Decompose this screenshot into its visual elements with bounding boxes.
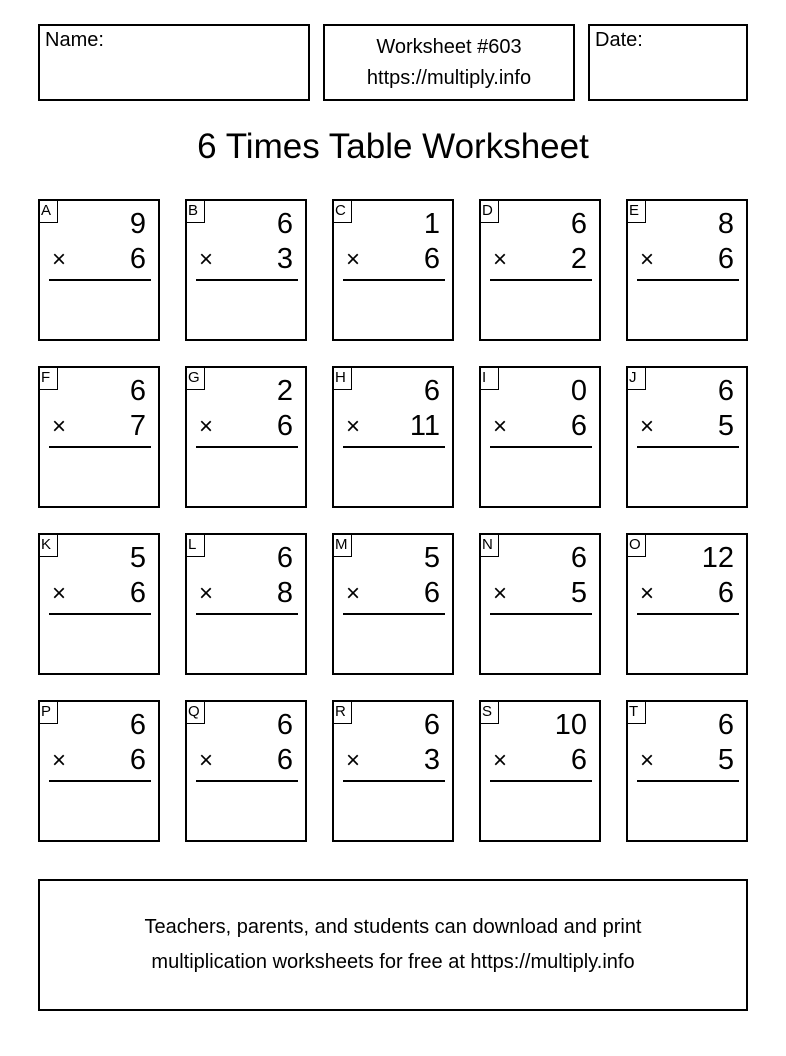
multiplier: 6 xyxy=(276,744,293,776)
problem-letter: I xyxy=(479,366,499,390)
answer-line xyxy=(343,446,445,448)
multiplicand: 6 xyxy=(129,709,146,741)
multiplier: 6 xyxy=(570,410,587,442)
times-icon: × xyxy=(52,413,67,440)
multiplier: 6 xyxy=(129,577,146,609)
worksheet-info-box xyxy=(323,24,575,101)
problem-card[interactable] xyxy=(38,533,160,675)
times-icon: × xyxy=(346,747,361,774)
multiplicand: 6 xyxy=(423,375,440,407)
times-icon: × xyxy=(640,413,655,440)
multiplicand: 6 xyxy=(129,375,146,407)
footer-box xyxy=(38,879,748,1011)
answer-line xyxy=(343,780,445,782)
problem-letter: A xyxy=(38,199,58,223)
multiplicand: 6 xyxy=(276,208,293,240)
times-icon: × xyxy=(493,246,508,273)
problem-card[interactable] xyxy=(626,700,748,842)
times-icon: × xyxy=(493,747,508,774)
multiplicand: 0 xyxy=(570,375,587,407)
times-icon: × xyxy=(346,246,361,273)
problem-card[interactable] xyxy=(332,700,454,842)
name-label: Name: xyxy=(45,29,104,51)
date-label: Date: xyxy=(595,29,643,51)
problem-card[interactable] xyxy=(38,199,160,341)
problem-letter: T xyxy=(626,700,646,724)
answer-line xyxy=(343,279,445,281)
times-icon: × xyxy=(640,747,655,774)
times-icon: × xyxy=(640,246,655,273)
problem-card[interactable] xyxy=(38,366,160,508)
answer-line xyxy=(49,446,151,448)
multiplicand: 6 xyxy=(423,709,440,741)
problem-card[interactable] xyxy=(479,700,601,842)
problem-letter: Q xyxy=(185,700,205,724)
problem-letter: N xyxy=(479,533,499,557)
multiplier: 3 xyxy=(276,243,293,275)
problem-letter: J xyxy=(626,366,646,390)
answer-line xyxy=(49,780,151,782)
multiplicand: 9 xyxy=(129,208,146,240)
multiplicand: 6 xyxy=(276,709,293,741)
multiplier: 6 xyxy=(276,410,293,442)
multiplicand: 1 xyxy=(423,208,440,240)
problem-card[interactable] xyxy=(332,366,454,508)
times-icon: × xyxy=(52,747,67,774)
answer-line xyxy=(343,613,445,615)
answer-line xyxy=(196,780,298,782)
answer-line xyxy=(196,613,298,615)
multiplicand: 2 xyxy=(276,375,293,407)
multiplier: 6 xyxy=(717,577,734,609)
times-icon: × xyxy=(199,580,214,607)
times-icon: × xyxy=(493,413,508,440)
answer-line xyxy=(637,613,739,615)
worksheet-number: Worksheet #603 xyxy=(376,35,522,58)
multiplier: 11 xyxy=(409,410,440,442)
problem-letter: H xyxy=(332,366,352,390)
problem-card[interactable] xyxy=(626,533,748,675)
problem-card[interactable] xyxy=(626,366,748,508)
problem-letter: S xyxy=(479,700,499,724)
multiplier: 6 xyxy=(129,744,146,776)
problem-card[interactable] xyxy=(479,533,601,675)
multiplier: 5 xyxy=(717,744,734,776)
problem-card[interactable] xyxy=(185,199,307,341)
multiplier: 5 xyxy=(570,577,587,609)
answer-line xyxy=(637,279,739,281)
multiplicand: 6 xyxy=(717,375,734,407)
times-icon: × xyxy=(52,580,67,607)
multiplicand: 6 xyxy=(570,208,587,240)
multiplicand: 5 xyxy=(423,542,440,574)
problem-card[interactable] xyxy=(479,366,601,508)
problem-card[interactable] xyxy=(332,199,454,341)
problem-letter: L xyxy=(185,533,205,557)
page-title: 6 Times Table Worksheet xyxy=(197,127,589,166)
answer-line xyxy=(490,613,592,615)
answer-line xyxy=(49,613,151,615)
answer-line xyxy=(490,446,592,448)
multiplier: 3 xyxy=(423,744,440,776)
multiplier: 6 xyxy=(423,577,440,609)
problem-card[interactable] xyxy=(479,199,601,341)
problem-letter: K xyxy=(38,533,58,557)
worksheet-url: https://multiply.info xyxy=(366,66,532,89)
multiplicand: 5 xyxy=(129,542,146,574)
multiplier: 6 xyxy=(423,243,440,275)
times-icon: × xyxy=(346,580,361,607)
multiplier: 5 xyxy=(717,410,734,442)
answer-line xyxy=(637,446,739,448)
problem-letter: O xyxy=(626,533,646,557)
times-icon: × xyxy=(493,580,508,607)
problem-card[interactable] xyxy=(332,533,454,675)
problem-letter: P xyxy=(38,700,58,724)
multiplicand: 8 xyxy=(717,208,734,240)
answer-line xyxy=(196,446,298,448)
multiplier: 6 xyxy=(717,243,734,275)
problem-letter: B xyxy=(185,199,205,223)
multiplicand: 6 xyxy=(717,709,734,741)
answer-line xyxy=(49,279,151,281)
answer-line xyxy=(637,780,739,782)
multiplicand: 12 xyxy=(701,542,734,574)
multiplicand: 6 xyxy=(570,542,587,574)
multiplier: 7 xyxy=(129,410,146,442)
name-box[interactable] xyxy=(38,24,310,101)
problem-letter: C xyxy=(332,199,352,223)
footer-line-1: Teachers, parents, and students can download and print xyxy=(144,916,642,938)
problem-letter: F xyxy=(38,366,58,390)
problem-letter: E xyxy=(626,199,646,223)
problem-letter: G xyxy=(185,366,205,390)
problem-card[interactable] xyxy=(185,533,307,675)
problem-card[interactable] xyxy=(38,700,160,842)
footer-line-2: multiplication worksheets for free at https://multiply.info xyxy=(151,951,635,973)
answer-line xyxy=(196,279,298,281)
times-icon: × xyxy=(199,747,214,774)
multiplier: 6 xyxy=(129,243,146,275)
multiplier: 2 xyxy=(570,243,587,275)
multiplier: 8 xyxy=(276,577,293,609)
times-icon: × xyxy=(199,413,214,440)
times-icon: × xyxy=(640,580,655,607)
problem-card[interactable] xyxy=(185,700,307,842)
answer-line xyxy=(490,279,592,281)
multiplier: 6 xyxy=(570,744,587,776)
times-icon: × xyxy=(199,246,214,273)
problem-letter: M xyxy=(332,533,352,557)
times-icon: × xyxy=(346,413,361,440)
problem-letter: R xyxy=(332,700,352,724)
date-box[interactable] xyxy=(588,24,748,101)
multiplicand: 6 xyxy=(276,542,293,574)
answer-line xyxy=(490,780,592,782)
problem-card[interactable] xyxy=(185,366,307,508)
problem-card[interactable] xyxy=(626,199,748,341)
times-icon: × xyxy=(52,246,67,273)
problem-letter: D xyxy=(479,199,499,223)
multiplicand: 10 xyxy=(554,709,587,741)
